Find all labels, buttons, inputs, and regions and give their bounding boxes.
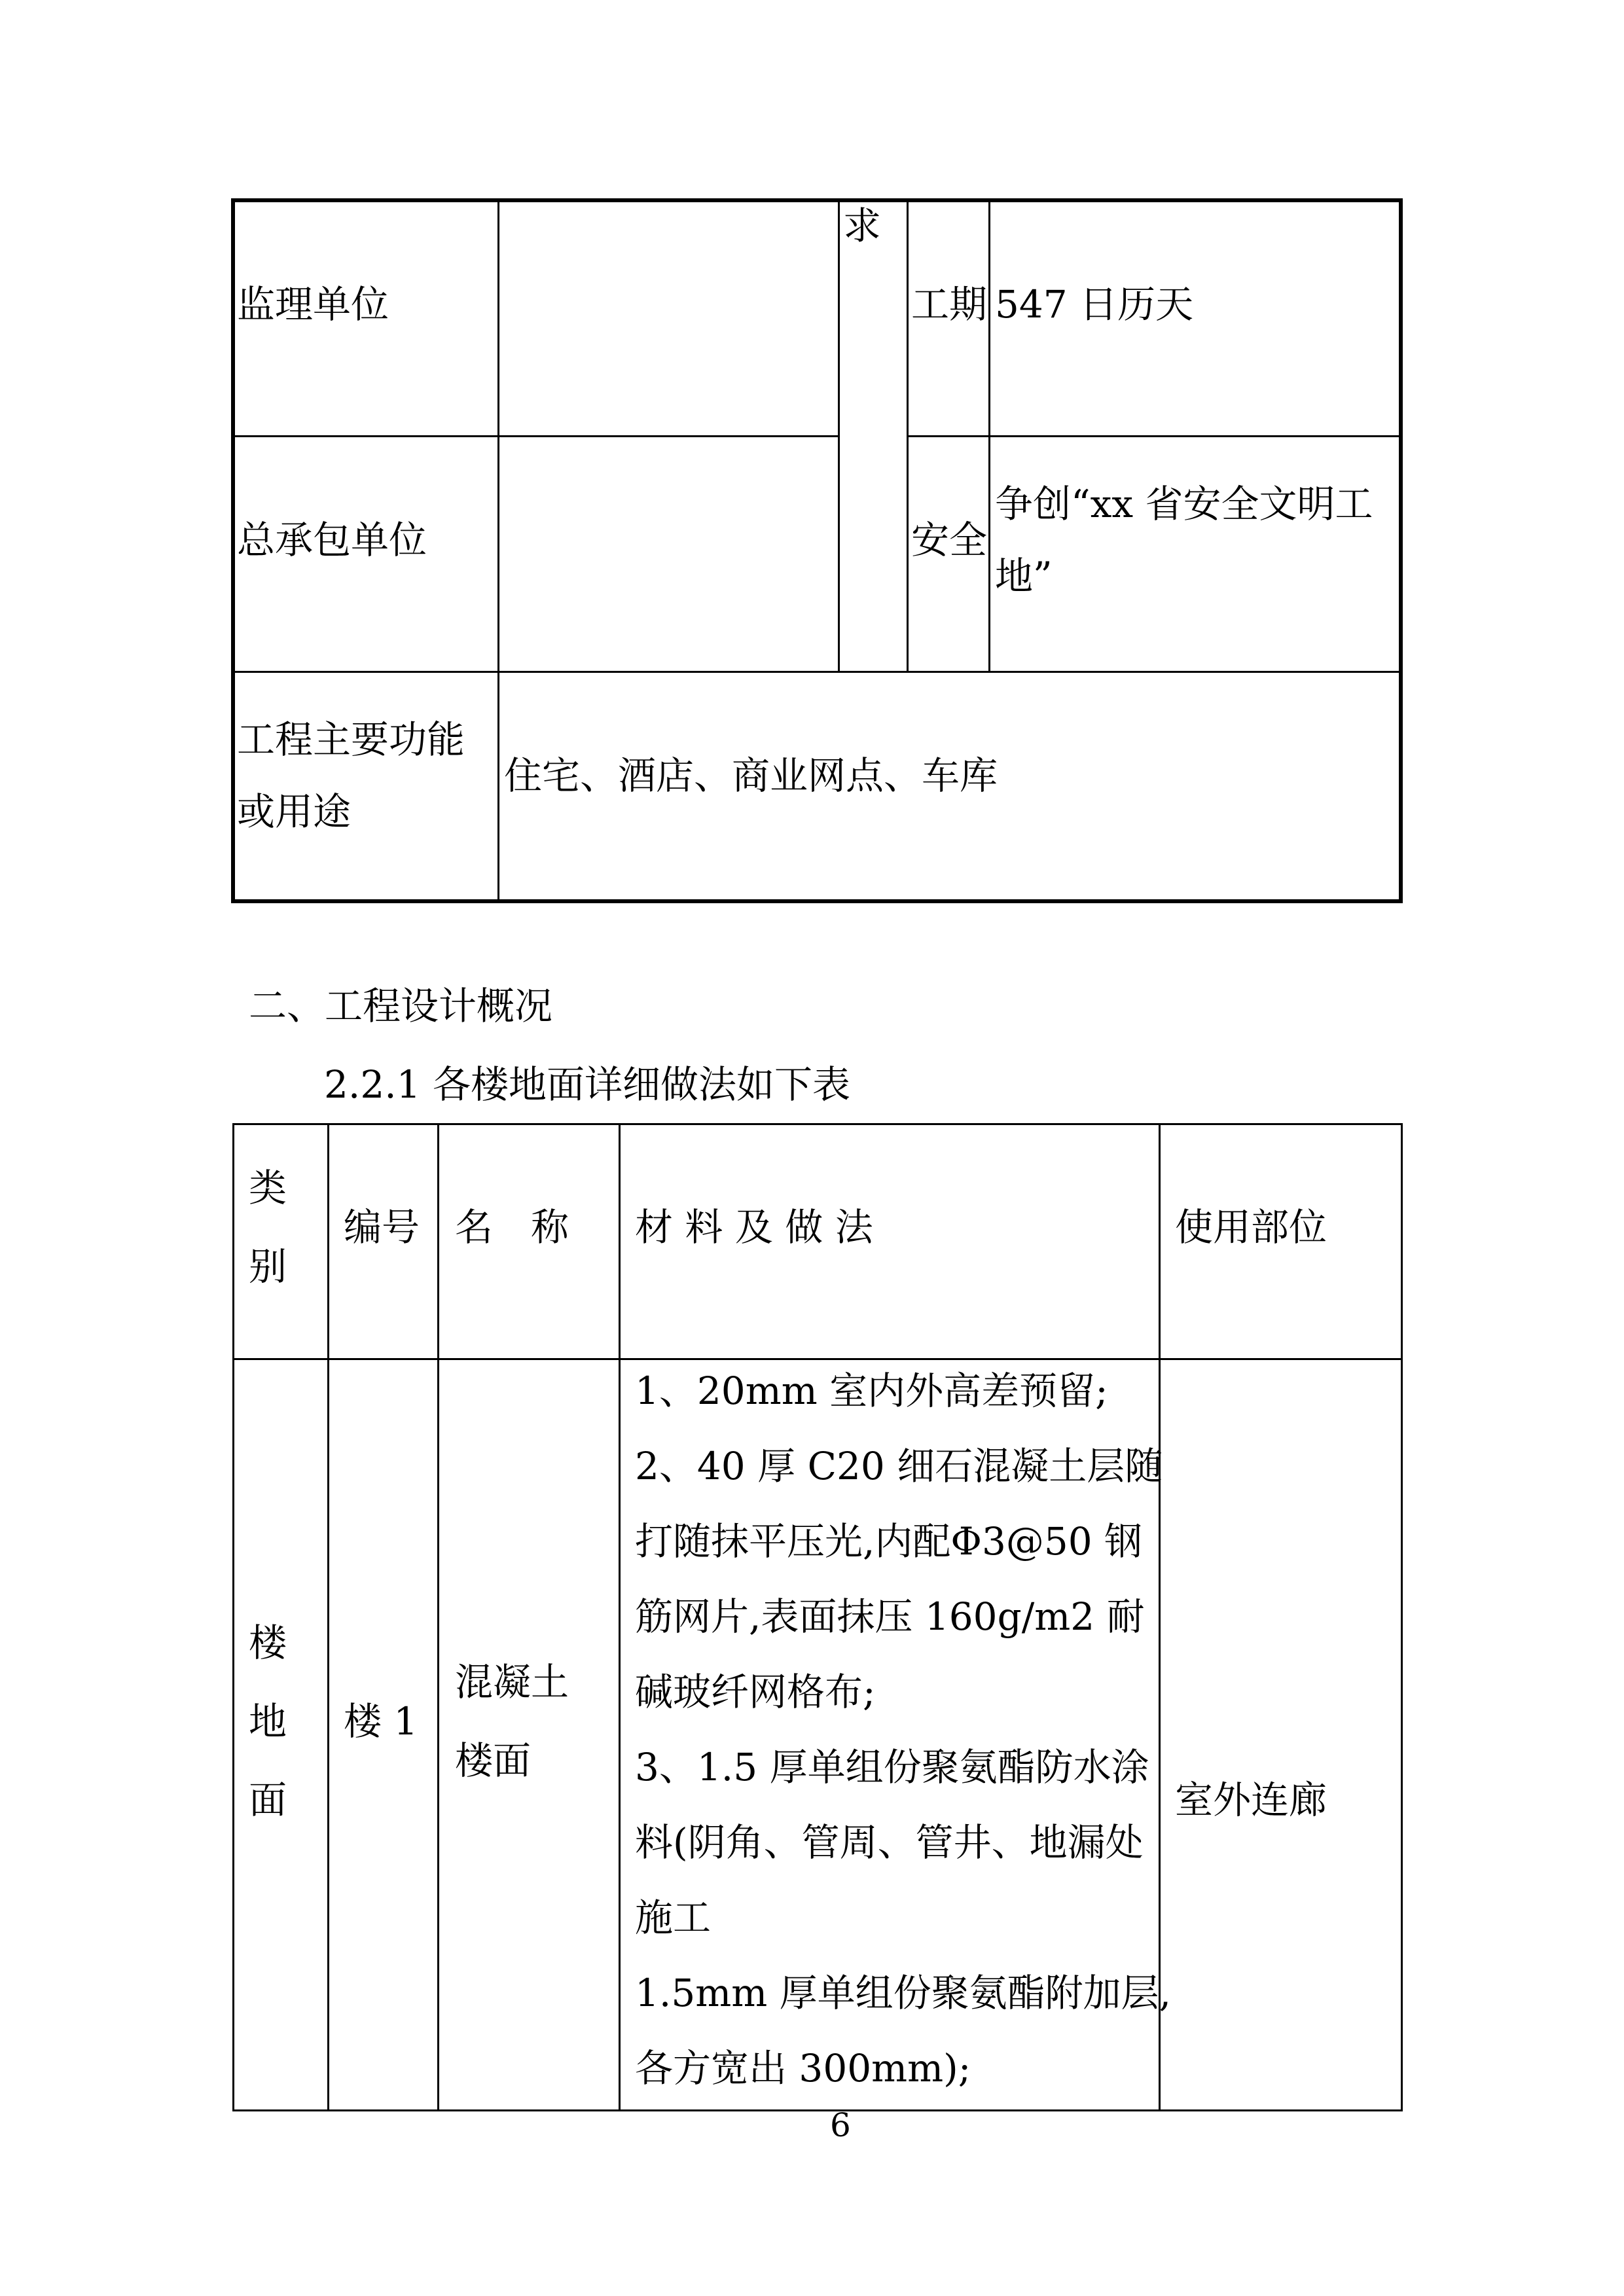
row-name-line1: 混凝土 xyxy=(455,1660,569,1704)
supervisor-label: 监理单位 xyxy=(237,282,389,327)
method-line: 料(阴角、管周、管井、地漏处 xyxy=(635,1820,1144,1865)
section-subtitle: 2.2.1 各楼地面详细做法如下表 xyxy=(324,1062,851,1107)
function-label-line1: 工程主要功能 xyxy=(237,717,465,762)
section-title: 二、工程设计概况 xyxy=(249,984,553,1028)
header-category-line2: 别 xyxy=(249,1244,287,1289)
safety-value-line1: 争创“xx 省安全文明工 xyxy=(995,482,1373,526)
period-label: 工期 xyxy=(911,282,988,327)
row-category-2: 地 xyxy=(249,1699,287,1744)
method-line: 1、20mm 室内外高差预留; xyxy=(635,1369,1108,1413)
requirement-label: 求 xyxy=(843,204,882,248)
method-line: 打随抹平压光,内配Φ3@50 钢 xyxy=(635,1519,1143,1564)
row-category-3: 面 xyxy=(249,1778,287,1822)
table-divider xyxy=(497,200,499,901)
row-category-1: 楼 xyxy=(249,1621,287,1665)
function-value: 住宅、酒店、商业网点、车库 xyxy=(504,753,998,798)
header-location: 使用部位 xyxy=(1175,1205,1327,1249)
period-value: 547 日历天 xyxy=(995,282,1194,327)
method-line: 碱玻纤网格布; xyxy=(635,1670,876,1714)
header-name: 名 称 xyxy=(455,1205,569,1249)
table-divider xyxy=(619,1123,621,2111)
safety-label: 安全 xyxy=(911,518,988,562)
row-location: 室外连廊 xyxy=(1175,1778,1327,1822)
safety-value-line2: 地” xyxy=(995,554,1053,598)
row-code: 楼 1 xyxy=(344,1699,418,1744)
table-divider xyxy=(233,671,1401,673)
function-label-line2: 或用途 xyxy=(237,789,352,834)
header-code: 编号 xyxy=(344,1205,420,1249)
page-number: 6 xyxy=(830,2106,851,2144)
method-line: 各方宽出 300mm); xyxy=(635,2046,971,2090)
table-divider xyxy=(233,435,839,437)
table-divider xyxy=(327,1123,329,2111)
method-line: 筋网片,表面抹压 160g/m2 耐 xyxy=(635,1594,1145,1639)
table-divider xyxy=(907,435,1401,437)
header-method: 材 料 及 做 法 xyxy=(635,1205,873,1249)
contractor-label: 总承包单位 xyxy=(237,518,427,562)
table-divider xyxy=(437,1123,439,2111)
method-line: 1.5mm 厚单组份聚氨酯附加层, xyxy=(635,1971,1172,2015)
method-line: 3、1.5 厚单组份聚氨酯防水涂 xyxy=(635,1745,1149,1789)
method-line: 2、40 厚 C20 细石混凝土层随 xyxy=(635,1444,1163,1488)
header-category-line1: 类 xyxy=(249,1166,287,1210)
method-line: 施工 xyxy=(635,1895,712,1940)
row-name-line2: 楼面 xyxy=(455,1738,532,1783)
